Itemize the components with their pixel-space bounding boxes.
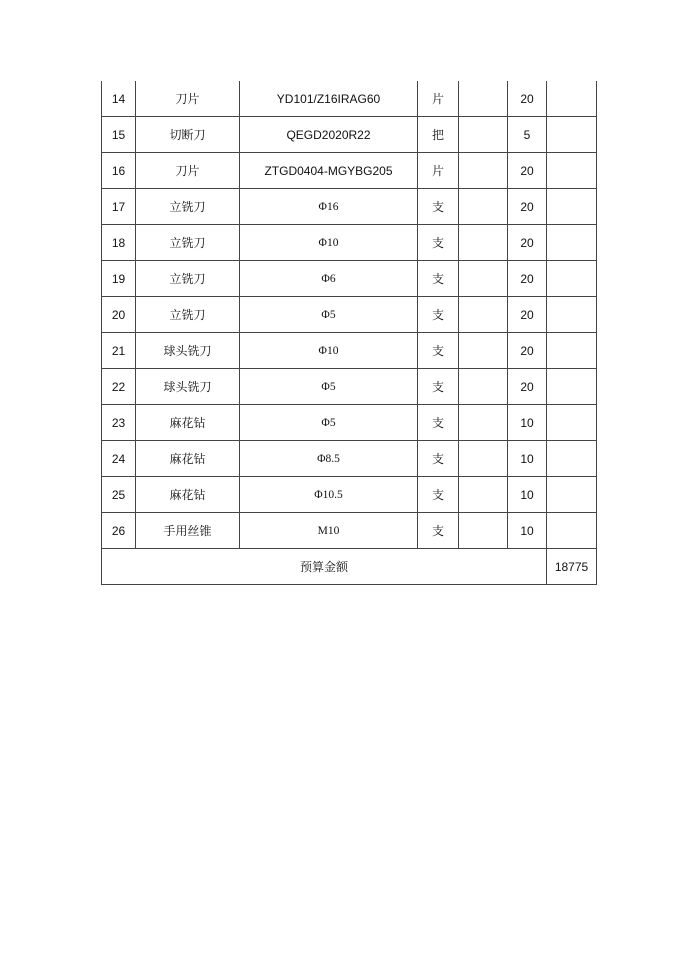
table-row	[102, 153, 597, 189]
item-name: 立铣刀	[136, 297, 240, 333]
item-spec: Φ5	[240, 405, 418, 441]
row-number: 22	[102, 369, 136, 405]
item-price	[459, 405, 508, 441]
item-spec: Φ16	[240, 189, 418, 225]
item-spec: Φ10	[240, 333, 418, 369]
item-unit: 支	[418, 333, 459, 369]
table-row	[102, 405, 597, 441]
item-unit: 支	[418, 189, 459, 225]
item-amount	[547, 189, 597, 225]
item-spec: Φ10	[240, 225, 418, 261]
item-unit: 支	[418, 405, 459, 441]
item-unit: 支	[418, 369, 459, 405]
item-unit: 支	[418, 441, 459, 477]
table-row	[102, 297, 597, 333]
item-name: 麻花钻	[136, 477, 240, 513]
table-row	[102, 441, 597, 477]
item-spec: QEGD2020R22	[240, 117, 418, 153]
budget-table-body	[102, 81, 597, 585]
table-row	[102, 261, 597, 297]
item-name: 麻花钻	[136, 405, 240, 441]
total-value: 18775	[547, 549, 597, 585]
table-row	[102, 513, 597, 549]
item-price	[459, 189, 508, 225]
total-row	[102, 549, 597, 585]
item-quantity: 10	[508, 441, 547, 477]
item-spec: ZTGD0404-MGYBG205	[240, 153, 418, 189]
item-name: 立铣刀	[136, 261, 240, 297]
item-amount	[547, 225, 597, 261]
item-spec: Φ5	[240, 369, 418, 405]
item-unit: 片	[418, 153, 459, 189]
item-quantity: 20	[508, 225, 547, 261]
row-number: 21	[102, 333, 136, 369]
row-number: 16	[102, 153, 136, 189]
item-unit: 支	[418, 477, 459, 513]
table-row	[102, 81, 597, 117]
item-price	[459, 117, 508, 153]
table-row	[102, 225, 597, 261]
table-row	[102, 477, 597, 513]
item-amount	[547, 477, 597, 513]
item-amount	[547, 513, 597, 549]
item-quantity: 20	[508, 369, 547, 405]
item-unit: 支	[418, 513, 459, 549]
item-quantity: 20	[508, 333, 547, 369]
row-number: 23	[102, 405, 136, 441]
item-amount	[547, 405, 597, 441]
item-quantity: 10	[508, 405, 547, 441]
item-quantity: 20	[508, 261, 547, 297]
row-number: 17	[102, 189, 136, 225]
item-amount	[547, 441, 597, 477]
item-name: 立铣刀	[136, 225, 240, 261]
row-number: 14	[102, 81, 136, 117]
item-price	[459, 225, 508, 261]
budget-table	[101, 81, 597, 585]
item-name: 刀片	[136, 81, 240, 117]
row-number: 20	[102, 297, 136, 333]
item-price	[459, 369, 508, 405]
item-name: 球头铣刀	[136, 369, 240, 405]
item-amount	[547, 369, 597, 405]
item-name: 球头铣刀	[136, 333, 240, 369]
item-quantity: 20	[508, 189, 547, 225]
item-quantity: 10	[508, 477, 547, 513]
item-name: 麻花钻	[136, 441, 240, 477]
item-quantity: 10	[508, 513, 547, 549]
item-name: 刀片	[136, 153, 240, 189]
row-number: 26	[102, 513, 136, 549]
table-row	[102, 369, 597, 405]
item-quantity: 20	[508, 297, 547, 333]
item-spec: M10	[240, 513, 418, 549]
item-amount	[547, 333, 597, 369]
item-amount	[547, 117, 597, 153]
item-price	[459, 261, 508, 297]
row-number: 24	[102, 441, 136, 477]
item-price	[459, 513, 508, 549]
item-spec: Φ10.5	[240, 477, 418, 513]
item-price	[459, 81, 508, 117]
table-row	[102, 189, 597, 225]
table-row	[102, 333, 597, 369]
item-unit: 支	[418, 225, 459, 261]
item-quantity: 20	[508, 81, 547, 117]
item-spec: Φ6	[240, 261, 418, 297]
row-number: 19	[102, 261, 136, 297]
item-price	[459, 441, 508, 477]
item-unit: 片	[418, 81, 459, 117]
item-amount	[547, 261, 597, 297]
item-spec: YD101/Z16IRAG60	[240, 81, 418, 117]
item-unit: 支	[418, 261, 459, 297]
row-number: 18	[102, 225, 136, 261]
item-price	[459, 333, 508, 369]
total-label: 预算金额	[102, 549, 547, 585]
item-price	[459, 153, 508, 189]
item-price	[459, 477, 508, 513]
item-price	[459, 297, 508, 333]
row-number: 25	[102, 477, 136, 513]
item-quantity: 20	[508, 153, 547, 189]
item-unit: 支	[418, 297, 459, 333]
table-row	[102, 117, 597, 153]
item-amount	[547, 153, 597, 189]
item-name: 手用丝锥	[136, 513, 240, 549]
item-spec: Φ8.5	[240, 441, 418, 477]
item-amount	[547, 81, 597, 117]
row-number: 15	[102, 117, 136, 153]
item-name: 切断刀	[136, 117, 240, 153]
item-name: 立铣刀	[136, 189, 240, 225]
item-spec: Φ5	[240, 297, 418, 333]
item-quantity: 5	[508, 117, 547, 153]
item-amount	[547, 297, 597, 333]
item-unit: 把	[418, 117, 459, 153]
